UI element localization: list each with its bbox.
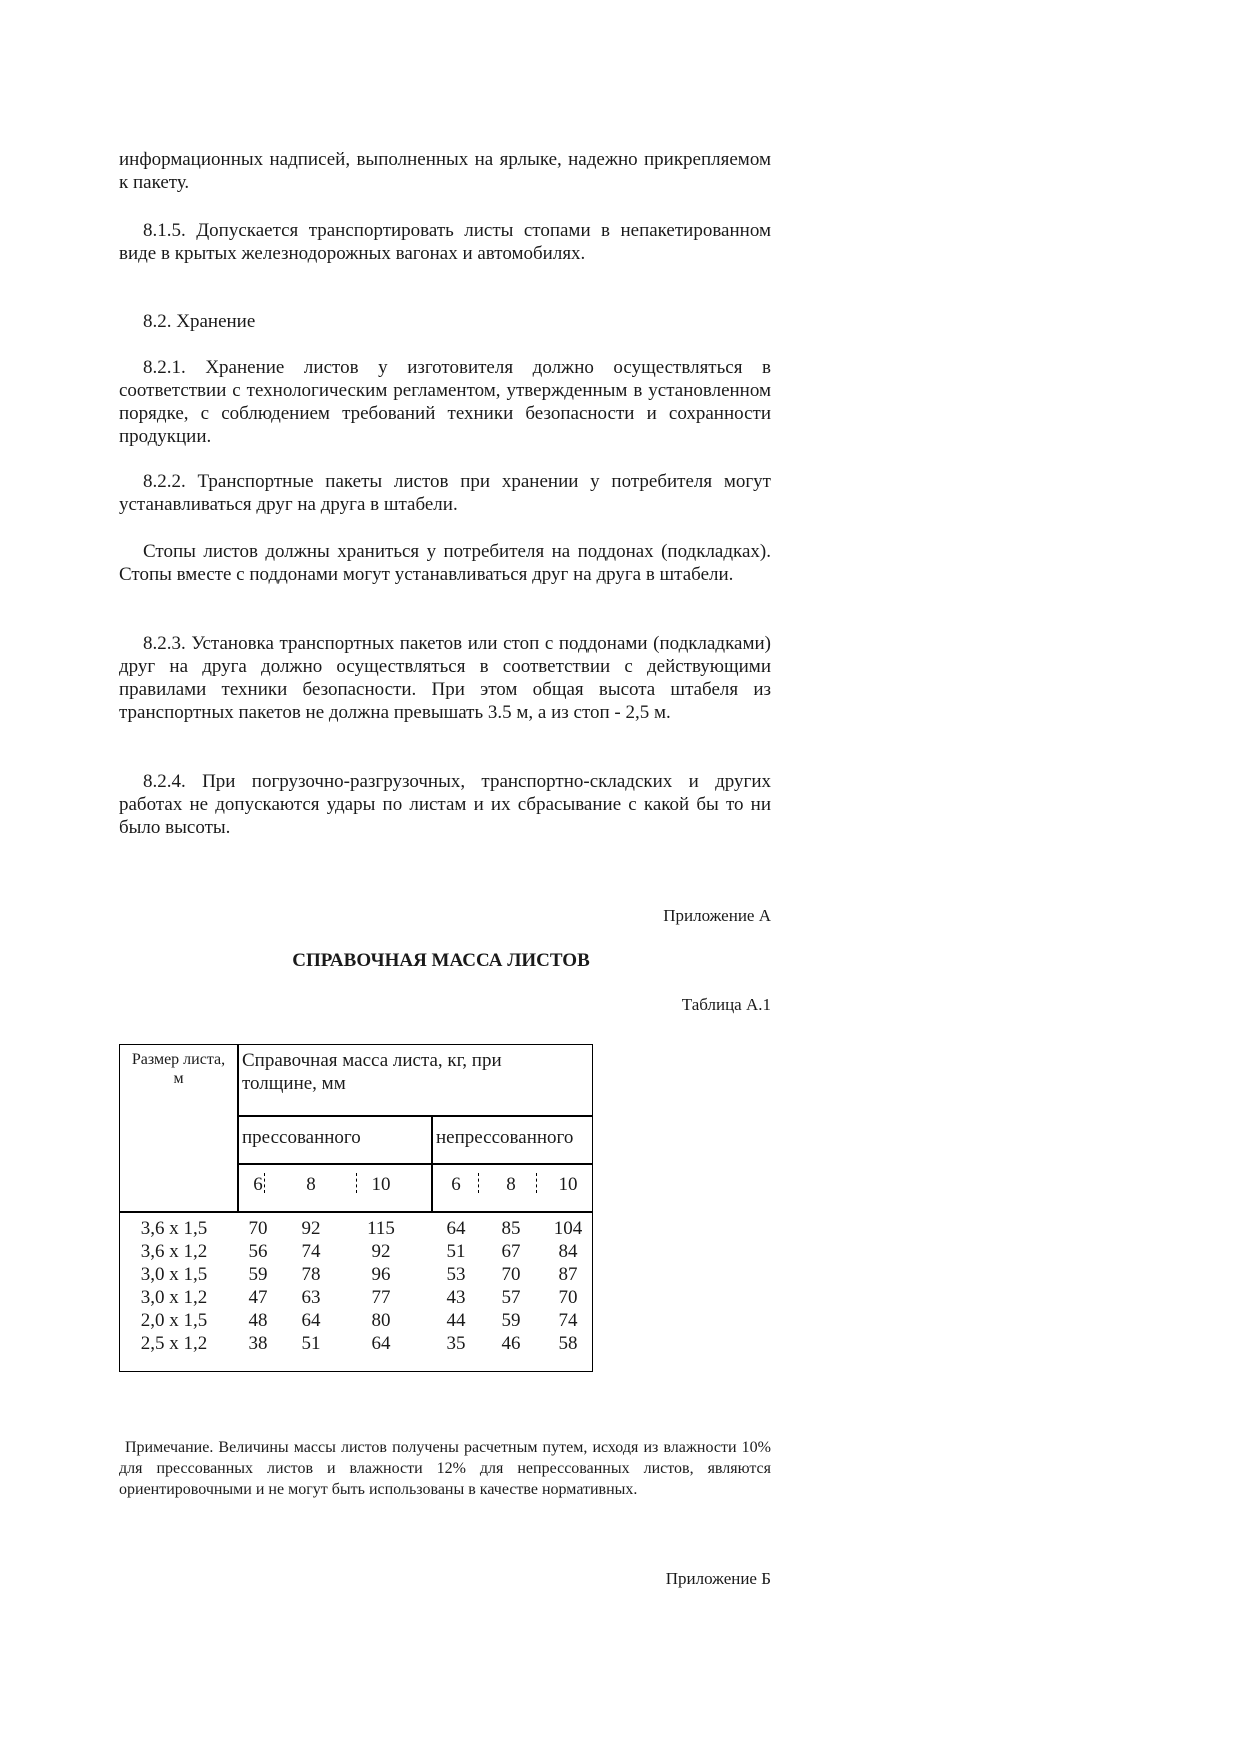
row-value: 38 (248, 1333, 268, 1354)
row-value: 77 (371, 1287, 391, 1308)
appendix-a-title: СПРАВОЧНАЯ МАССА ЛИСТОВ (292, 950, 590, 971)
table-note: Примечание. Величины массы листов получены расчетным путем, исходя из влажности 10% для прессованных листов и влажности 12% для непрессованных листов, являются ориентировочными и не могут быть использованы в качестве нормативных. (119, 1439, 771, 1498)
row-value: 59 (501, 1310, 521, 1331)
paragraph-8-2-4: 8.2.4. При погрузочно-разгрузочных, транспортно-складских и других работах не допускаются удары по листам и их сбрасывание с какой бы то ни было высоты. (119, 771, 771, 838)
table-hline-header (237, 1115, 593, 1117)
table-row (120, 1332, 593, 1355)
paragraph-stacks: Стопы листов должны храниться у потребителя на поддонах (подкладках). Стопы вместе с поддонами могут устанавливаться друг на друга в штабели. (119, 541, 771, 585)
row-value: 67 (501, 1241, 521, 1262)
thickness-header: 10 (371, 1174, 391, 1195)
appendix-a-label: Приложение А (663, 906, 771, 925)
row-value: 58 (558, 1333, 578, 1354)
row-value: 53 (446, 1264, 466, 1285)
row-value: 63 (301, 1287, 321, 1308)
thickness-header: 8 (506, 1174, 516, 1195)
row-value: 115 (367, 1218, 395, 1239)
thickness-header: 6 (253, 1174, 263, 1195)
row-size: 3,0 х 1,2 (140, 1287, 208, 1308)
table-dash (356, 1173, 357, 1193)
paragraph-8-2-2: 8.2.2. Транспортные пакеты листов при хранении у потребителя могут устанавливаться друг на друга в штабели. (119, 471, 771, 515)
row-value: 70 (501, 1264, 521, 1285)
row-value: 92 (371, 1241, 391, 1262)
size-header (120, 1050, 237, 1088)
table-row (120, 1217, 593, 1240)
table-dash (478, 1173, 479, 1193)
row-value: 87 (558, 1264, 578, 1285)
row-value: 35 (446, 1333, 466, 1354)
row-value: 80 (371, 1310, 391, 1331)
row-value: 70 (558, 1287, 578, 1308)
row-value: 51 (446, 1241, 466, 1262)
thickness-header: 6 (451, 1174, 461, 1195)
table-row (120, 1286, 593, 1309)
group-pressed: прессованного (242, 1127, 361, 1148)
row-value: 43 (446, 1287, 466, 1308)
table-row (120, 1263, 593, 1286)
row-size: 2,5 х 1,2 (140, 1333, 208, 1354)
mass-header-line2: толщине, мм (242, 1073, 346, 1094)
row-size: 2,0 х 1,5 (140, 1310, 208, 1331)
row-value: 47 (248, 1287, 268, 1308)
row-value: 48 (248, 1310, 268, 1331)
paragraph-8-2-1: 8.2.1. Хранение листов у изготовителя должно осуществляться в соответствии с технологическим регламентом, утвержденным в установленном порядке, с соблюдением требований техники безопасности и сохранности продукции. (119, 357, 771, 447)
row-value: 57 (501, 1287, 521, 1308)
mass-header (242, 1049, 502, 1095)
row-value: 78 (301, 1264, 321, 1285)
row-value: 84 (558, 1241, 578, 1262)
appendix-b-label: Приложение Б (665, 1569, 771, 1588)
row-value: 64 (371, 1333, 391, 1354)
row-value: 92 (301, 1218, 321, 1239)
row-value: 96 (371, 1264, 391, 1285)
row-value: 85 (501, 1218, 521, 1239)
group-unpressed: непрессованного (436, 1127, 574, 1148)
row-value: 70 (248, 1218, 268, 1239)
row-value: 44 (446, 1310, 466, 1331)
thickness-header: 8 (306, 1174, 316, 1195)
row-value: 59 (248, 1264, 268, 1285)
row-value: 74 (301, 1241, 321, 1262)
row-value: 64 (301, 1310, 321, 1331)
row-value: 74 (558, 1310, 578, 1331)
table-row (120, 1309, 593, 1332)
row-size: 3,6 х 1,5 (140, 1218, 208, 1239)
thickness-header: 10 (558, 1174, 578, 1195)
row-value: 104 (553, 1218, 583, 1239)
row-value: 64 (446, 1218, 466, 1239)
row-size: 3,0 х 1,5 (140, 1264, 208, 1285)
table-hline-group (237, 1163, 593, 1165)
row-value: 51 (301, 1333, 321, 1354)
paragraph-continuation: информационных надписей, выполненных на ярлыке, надежно прикрепляемом к пакету. (119, 149, 771, 193)
table-label: Таблица А.1 (681, 995, 771, 1014)
table-row (120, 1240, 593, 1263)
row-size: 3,6 х 1,2 (140, 1241, 208, 1262)
size-header-line1: Размер листа, (131, 1051, 226, 1068)
size-header-line2: м (173, 1070, 184, 1087)
paragraph-8-2-3: 8.2.3. Установка транспортных пакетов или стоп с поддонами (подкладками) друг на друга должно осуществляться в соответствии с действующими правилами техники безопасности. При этом общая высота штабеля из транспортных пакетов не должна превышать 3.5 м, а из стоп - 2,5 м. (119, 633, 771, 723)
table-hline-body (120, 1211, 593, 1213)
mass-table (119, 1044, 593, 1372)
row-value: 56 (248, 1241, 268, 1262)
mass-header-line1: Справочная масса листа, кг, при (242, 1050, 502, 1071)
section-heading-8-2: 8.2. Хранение (143, 311, 256, 332)
paragraph-8-1-5: 8.1.5. Допускается транспортировать листы стопами в непакетированном виде в крытых железнодорожных вагонах и автомобилях. (119, 220, 771, 264)
row-value: 46 (501, 1333, 521, 1354)
table-left-tick (119, 1115, 121, 1165)
table-dash (536, 1173, 537, 1193)
